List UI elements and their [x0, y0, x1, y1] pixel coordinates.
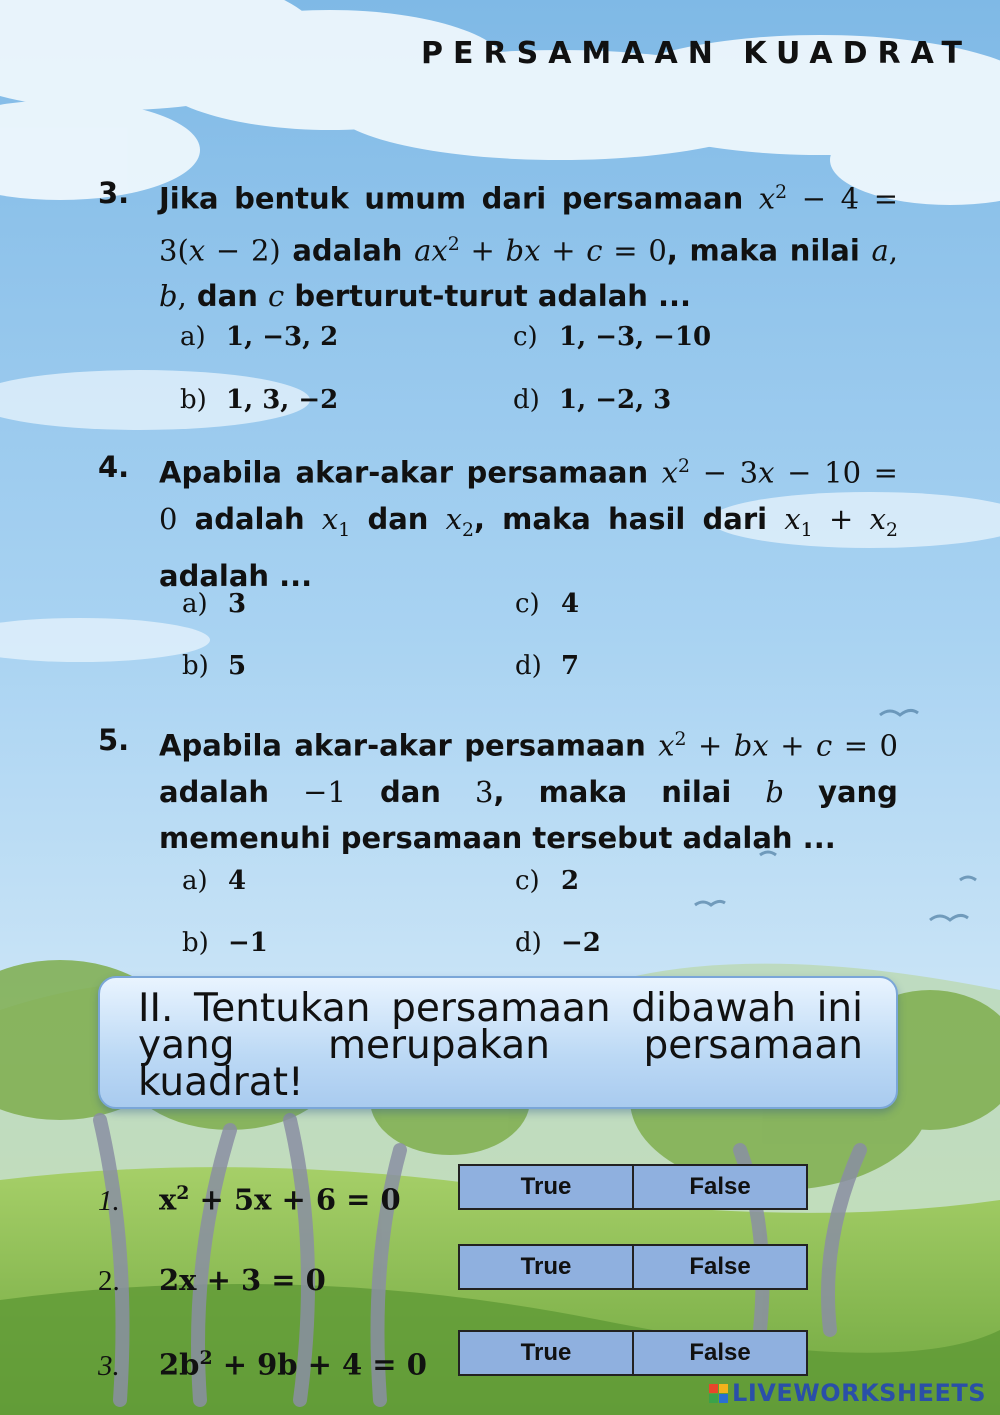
true-false-choice-1: [458, 1164, 808, 1210]
page-title: PERSAMAAN KUADRAT: [421, 36, 972, 71]
liveworksheets-logo-icon: [709, 1384, 728, 1403]
question-number: 5.: [98, 723, 130, 757]
option-d[interactable]: d) 1, −2, 3: [513, 385, 672, 415]
option-b[interactable]: b) 1, 3, −2: [180, 385, 339, 415]
option-b[interactable]: b) 5: [182, 651, 247, 681]
question-5: [98, 717, 898, 861]
tf-item-3: 3. $2b^2 + 9b + 4 = 0$: [98, 1347, 427, 1382]
tf-item-1: 1. $x^2 + 5x + 6 = 0$: [98, 1182, 401, 1217]
question-text: Apabila akar-akar persamaan $x^2$ + bx + c = 0 adalah −1 dan 3, maka nilai b yang memenuhi persamaan tersebut adalah ...: [159, 728, 898, 855]
true-button[interactable]: True: [460, 1332, 632, 1374]
option-d[interactable]: d) −2: [515, 928, 601, 958]
false-button[interactable]: False: [632, 1166, 806, 1208]
option-d[interactable]: d) 7: [515, 651, 580, 681]
true-false-choice-3: [458, 1330, 808, 1376]
option-a[interactable]: a) 1, −3, 2: [180, 322, 339, 352]
liveworksheets-brand[interactable]: [709, 1379, 986, 1407]
false-button[interactable]: False: [632, 1246, 806, 1288]
option-c[interactable]: c) 4: [515, 589, 580, 619]
true-false-choice-2: [458, 1244, 808, 1290]
option-b[interactable]: b) −1: [182, 928, 268, 958]
question-3: [98, 170, 898, 319]
true-button[interactable]: True: [460, 1166, 632, 1208]
brand-name: LIVEWORKSHEETS: [732, 1379, 986, 1407]
section-title: II. Tentukan persamaan dibawah ini yang merupakan persamaan kuadrat!: [138, 986, 863, 1105]
true-button[interactable]: True: [460, 1246, 632, 1288]
question-number: 3.: [98, 176, 130, 210]
option-c[interactable]: c) 1, −3, −10: [513, 322, 712, 352]
option-a[interactable]: a) 3: [182, 589, 247, 619]
option-c[interactable]: c) 2: [515, 866, 580, 896]
question-number: 4.: [98, 450, 130, 484]
section-banner: [98, 976, 898, 1109]
question-text: Apabila akar-akar persamaan $x^2 - 3x - 10 = 0$ adalah $x_1$ dan $x_2$, maka hasil dari $x_1 + x_2$ adalah ...: [159, 455, 898, 594]
question-text: Jika bentuk umum dari persamaan $x^2 - 4 = 3(x - 2)$ adalah $ax^2$ + bx + c = 0, maka nilai a, b, dan c berturut-turut adalah ...: [159, 181, 898, 314]
option-a[interactable]: a) 4: [182, 866, 247, 896]
false-button[interactable]: False: [632, 1332, 806, 1374]
tf-item-2: 2. 2x + 3 = 0: [98, 1263, 326, 1297]
question-4: [98, 444, 898, 599]
